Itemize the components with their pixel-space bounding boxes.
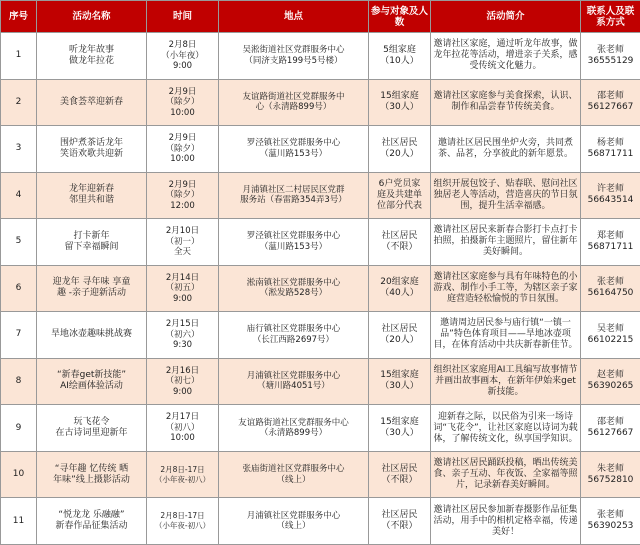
activity-intro-cell: 邀请周边居民参与庙行镇“一镇一品”特色体育项目——旱地冰壶项目，在体育活动中共庆新春新佳节。 bbox=[431, 312, 581, 359]
contact-cell bbox=[581, 498, 640, 545]
participants-line: （20人） bbox=[380, 148, 419, 159]
activity-intro-cell: 邀请社区家庭参与具有年味特色的小游戏、制作小手工等，为辖区亲子家庭营造轻松愉悦的节日氛围。 bbox=[431, 265, 581, 312]
activity-place-cell bbox=[219, 172, 369, 219]
header-row bbox=[1, 1, 640, 33]
row-number-cell: 11 bbox=[1, 498, 37, 545]
activity-place-cell bbox=[219, 405, 369, 452]
activity-name-cell bbox=[37, 312, 147, 359]
contact-line: 36555129 bbox=[587, 55, 634, 66]
activity-place-line: 服务站（春雷路354弄3号） bbox=[240, 195, 347, 206]
activity-time-line: 9:00 bbox=[172, 61, 193, 72]
activity-time-line: 2月8日-17日 bbox=[160, 464, 205, 474]
participants-line: （不限） bbox=[381, 241, 418, 252]
table-row bbox=[1, 358, 640, 405]
contact-line: 张老师 bbox=[596, 44, 624, 55]
contact-line: 56752810 bbox=[587, 474, 634, 485]
contact-cell bbox=[581, 219, 640, 266]
contact-line: 56127667 bbox=[587, 428, 634, 439]
activity-time-line: 2月9日 bbox=[168, 86, 197, 97]
contact-line: 56164750 bbox=[587, 288, 634, 299]
participants-line: 社区居民 bbox=[381, 137, 418, 148]
activity-time-line: 10:00 bbox=[170, 154, 195, 165]
participants-line: 15组家庭 bbox=[380, 91, 419, 102]
participants-line: 社区居民 bbox=[381, 510, 418, 521]
activity-place-cell bbox=[219, 219, 369, 266]
table-row bbox=[1, 172, 640, 219]
contact-line: 吴老师 bbox=[596, 323, 624, 334]
table-row bbox=[1, 405, 640, 452]
activity-place-cell bbox=[219, 498, 369, 545]
contact-line: 朱老师 bbox=[596, 463, 624, 474]
activity-name-line: 年味”线上摄影活动 bbox=[53, 474, 130, 485]
activity-time-line: 2月9日 bbox=[168, 133, 197, 144]
header-intro: 活动简介 bbox=[431, 1, 581, 33]
row-number-cell: 9 bbox=[1, 405, 37, 452]
activity-time-cell bbox=[147, 33, 219, 80]
activity-time-cell bbox=[147, 498, 219, 545]
activity-time-line: 全天 bbox=[173, 247, 191, 258]
activity-name-line: “寻年趣 忆传统 晒 bbox=[54, 463, 129, 474]
activity-name-cell bbox=[37, 498, 147, 545]
activity-place-cell bbox=[219, 451, 369, 498]
activity-place-line: （淞发路528号） bbox=[259, 288, 328, 299]
row-number-cell: 10 bbox=[1, 451, 37, 498]
activity-time-line: （除夕） bbox=[165, 190, 200, 201]
activity-time-line: 2月10日 bbox=[165, 226, 200, 237]
activity-intro-cell: 邀请社区居民参加新春摄影作品征集活动，用手中的相机定格幸福，传递美好！ bbox=[431, 498, 581, 545]
contact-cell bbox=[581, 33, 640, 80]
activity-place-line: 友谊路街道社区党群服务中心 bbox=[238, 417, 349, 428]
activity-place-cell bbox=[219, 126, 369, 173]
activity-time-cell bbox=[147, 405, 219, 452]
contact-cell bbox=[581, 451, 640, 498]
table-row bbox=[1, 126, 640, 173]
contact-cell bbox=[581, 312, 640, 359]
participants-line: （10人） bbox=[380, 55, 419, 66]
contact-cell bbox=[581, 172, 640, 219]
activity-place-cell bbox=[219, 358, 369, 405]
activity-name-line: 美食荟萃迎新春 bbox=[59, 96, 123, 107]
activity-time-line: 9:00 bbox=[172, 293, 193, 304]
header-name: 活动名称 bbox=[37, 1, 147, 33]
contact-line: 许老师 bbox=[596, 184, 624, 195]
row-number-cell: 3 bbox=[1, 126, 37, 173]
activity-time-cell bbox=[147, 312, 219, 359]
activity-time-line: （小年夜-初八） bbox=[154, 474, 211, 484]
activity-time-cell bbox=[147, 172, 219, 219]
activity-time-line: 2月8日-17日 bbox=[160, 511, 205, 521]
participants-cell bbox=[369, 498, 431, 545]
activity-name-line: 打卡新年 bbox=[73, 230, 110, 241]
participants-cell bbox=[369, 79, 431, 126]
row-number-cell: 8 bbox=[1, 358, 37, 405]
contact-line: 杨老师 bbox=[596, 137, 624, 148]
participants-line: （40人） bbox=[380, 288, 419, 299]
contact-line: 张老师 bbox=[596, 277, 624, 288]
activity-name-line: 迎龙年 寻年味 享童 bbox=[52, 277, 131, 288]
table-row bbox=[1, 265, 640, 312]
row-number-cell: 5 bbox=[1, 219, 37, 266]
header-place: 地点 bbox=[219, 1, 369, 33]
contact-line: 56643514 bbox=[587, 195, 634, 206]
activity-place-line: 淞南镇社区党群服务中心 bbox=[246, 277, 341, 288]
row-number-cell: 4 bbox=[1, 172, 37, 219]
contact-cell bbox=[581, 358, 640, 405]
activity-name-cell bbox=[37, 172, 147, 219]
activity-intro-cell: 迎新春之际，以民俗为引来一场诗词“飞花令”，让社区家庭以诗词为载体，了解传统文化，纵享国学知识。 bbox=[431, 405, 581, 452]
activity-time-cell bbox=[147, 79, 219, 126]
activity-time-cell bbox=[147, 265, 219, 312]
activity-name-cell bbox=[37, 79, 147, 126]
activity-name-line: 笑语欢歌共迎新 bbox=[59, 148, 123, 159]
row-number-cell: 1 bbox=[1, 33, 37, 80]
activity-intro-cell: 邀请社区居民来新春合影打卡点打卡拍照，拍摄新年主题照片，留住新年美好瞬间。 bbox=[431, 219, 581, 266]
contact-line: 邵老师 bbox=[596, 91, 624, 102]
participants-line: 5组家庭 bbox=[383, 44, 416, 55]
activity-name-cell bbox=[37, 405, 147, 452]
participants-line: （30人） bbox=[380, 428, 419, 439]
activity-place-line: 月浦镇社区党群服务中心 bbox=[246, 370, 341, 381]
activity-time-line: 2月16日 bbox=[165, 365, 200, 376]
participants-cell bbox=[369, 219, 431, 266]
activity-place-line: （蕰川路153号） bbox=[259, 241, 328, 252]
activity-place-line: 月浦镇社区二村居民区党群 bbox=[242, 184, 345, 195]
contact-cell bbox=[581, 405, 640, 452]
activity-time-line: （初五） bbox=[165, 283, 200, 294]
participants-line: 位部分代表 bbox=[376, 200, 422, 211]
activity-time-line: （初七） bbox=[165, 376, 200, 387]
activity-time-line: 2月15日 bbox=[165, 319, 200, 330]
activity-name-line: 玩飞花令 bbox=[73, 417, 110, 428]
activity-time-line: （小年夜） bbox=[161, 50, 204, 61]
participants-line: 社区居民 bbox=[381, 463, 418, 474]
activity-time-line: 10:00 bbox=[170, 107, 195, 118]
activity-place-cell bbox=[219, 312, 369, 359]
row-number-cell: 2 bbox=[1, 79, 37, 126]
participants-line: 20组家庭 bbox=[380, 277, 419, 288]
activity-time-line: 2月14日 bbox=[165, 272, 200, 283]
participants-cell bbox=[369, 358, 431, 405]
activity-place-line: （永清路899号） bbox=[259, 428, 328, 439]
activity-intro-cell: 邀请社区居民围坐炉火旁，共同煮茶、品茗，分享彼此的新年愿景。 bbox=[431, 126, 581, 173]
activity-name-line: “新春get新技能” bbox=[56, 370, 127, 381]
activity-place-line: （同济支路199号5号楼） bbox=[244, 55, 343, 66]
table-row bbox=[1, 451, 640, 498]
activity-name-line: 围炉煮茶话龙年 bbox=[59, 137, 123, 148]
activity-place-line: 吴淞街道社区党群服务中心 bbox=[242, 45, 345, 56]
header-time: 时间 bbox=[147, 1, 219, 33]
activity-name-line: 留下幸福瞬间 bbox=[64, 241, 119, 252]
participants-cell bbox=[369, 265, 431, 312]
activity-place-cell bbox=[219, 265, 369, 312]
participants-line: 15组家庭 bbox=[380, 370, 419, 381]
header-no: 序号 bbox=[1, 1, 37, 33]
activity-place-line: （塘川路4051号） bbox=[257, 381, 330, 392]
contact-cell bbox=[581, 126, 640, 173]
participants-line: 6户党员家 bbox=[378, 178, 421, 189]
participants-cell bbox=[369, 405, 431, 452]
activity-time-cell bbox=[147, 126, 219, 173]
contact-line: 56127667 bbox=[587, 102, 634, 113]
activity-name-cell bbox=[37, 451, 147, 498]
activity-time-line: （除夕） bbox=[165, 143, 200, 154]
activity-place-cell bbox=[219, 79, 369, 126]
contact-line: 66102215 bbox=[587, 334, 634, 345]
activity-name-line: “悦龙龙 乐融融” bbox=[58, 510, 125, 521]
activity-place-line: 友谊路街道社区党群服务中 bbox=[242, 91, 345, 102]
contact-line: 郑老师 bbox=[596, 230, 624, 241]
activity-intro-cell: 邀请社区家庭，通过听龙年故事，做龙年拉花等活动，增进亲子关系，感受传统文化魅力。 bbox=[431, 33, 581, 80]
activity-name-line: 新春作品征集活动 bbox=[55, 521, 128, 532]
table-body bbox=[1, 33, 640, 545]
activity-name-line: 在古诗词里迎新年 bbox=[55, 428, 128, 439]
activity-name-line: 旱地冰壶趣味挑战赛 bbox=[50, 329, 132, 340]
contact-line: 赵老师 bbox=[596, 370, 624, 381]
header-target: 参与对象及人数 bbox=[369, 1, 431, 33]
activity-intro-cell: 组织社区家庭用AI工具编写故事情节并画出故事画本，在新年伊始来get新技能。 bbox=[431, 358, 581, 405]
activity-time-line: 2月17日 bbox=[165, 412, 200, 423]
activity-place-line: （线上） bbox=[276, 521, 311, 532]
activity-place-line: （长江西路2697号） bbox=[252, 334, 335, 345]
activity-time-cell bbox=[147, 219, 219, 266]
activity-time-line: 12:00 bbox=[170, 200, 195, 211]
table-row bbox=[1, 312, 640, 359]
row-number-cell: 7 bbox=[1, 312, 37, 359]
row-number-cell: 6 bbox=[1, 265, 37, 312]
activity-time-line: （初一） bbox=[165, 236, 200, 247]
contact-cell bbox=[581, 265, 640, 312]
contact-cell bbox=[581, 79, 640, 126]
participants-line: （20人） bbox=[380, 334, 419, 345]
table-row bbox=[1, 79, 640, 126]
activity-time-line: （除夕） bbox=[165, 97, 200, 108]
activity-time-line: （初六） bbox=[165, 329, 200, 340]
activity-time-line: 9:00 bbox=[172, 386, 193, 397]
activity-name-line: 邻里共和谐 bbox=[68, 195, 114, 206]
activity-name-cell bbox=[37, 126, 147, 173]
activity-intro-cell: 邀请社区家庭参与美食探索，认识、制作和品尝春节传统美食。 bbox=[431, 79, 581, 126]
activity-name-line: 做龙年拉花 bbox=[68, 55, 114, 66]
activity-time-cell bbox=[147, 451, 219, 498]
participants-cell bbox=[369, 451, 431, 498]
activity-place-line: 月浦镇社区党群服务中心 bbox=[246, 510, 341, 521]
activity-intro-cell: 邀请社区居民踊跃投稿，晒出传统美食、亲子互动、年夜饭、全家福等照片，记录新春美好瞬间。 bbox=[431, 451, 581, 498]
activity-place-line: （线上） bbox=[276, 474, 311, 485]
activity-time-line: 2月8日 bbox=[168, 40, 197, 51]
contact-line: 邵老师 bbox=[596, 417, 624, 428]
participants-cell bbox=[369, 126, 431, 173]
participants-line: 15组家庭 bbox=[380, 417, 419, 428]
contact-line: 56871711 bbox=[587, 148, 634, 159]
activity-place-line: 庙行镇社区党群服务中心 bbox=[246, 324, 341, 335]
table-row bbox=[1, 498, 640, 545]
participants-line: （不限） bbox=[381, 521, 418, 532]
activity-place-line: 张庙街道社区党群服务中心 bbox=[242, 464, 345, 475]
activity-place-line: （蕰川路153号） bbox=[259, 148, 328, 159]
activity-time-line: 9:30 bbox=[172, 340, 193, 351]
activity-time-line: 10:00 bbox=[170, 433, 195, 444]
activity-time-line: （初八） bbox=[165, 422, 200, 433]
participants-cell bbox=[369, 172, 431, 219]
participants-cell bbox=[369, 312, 431, 359]
participants-line: 庭及共建单 bbox=[376, 189, 422, 200]
activity-time-line: 2月9日 bbox=[168, 179, 197, 190]
activity-place-line: 罗泾镇社区党群服务中心 bbox=[246, 231, 341, 242]
contact-line: 张老师 bbox=[596, 510, 624, 521]
activity-name-cell bbox=[37, 219, 147, 266]
participants-line: （30人） bbox=[380, 102, 419, 113]
activity-intro-cell: 组织开展包饺子、贴春联、慰问社区独居老人等活动，营造喜庆的节日氛围，提升生活幸福感。 bbox=[431, 172, 581, 219]
participants-line: （30人） bbox=[380, 381, 419, 392]
table-row bbox=[1, 33, 640, 80]
contact-line: 56390265 bbox=[587, 381, 634, 392]
activity-name-line: 听龙年故事 bbox=[68, 44, 114, 55]
activity-place-line: 心（永清路899号） bbox=[255, 102, 332, 113]
contact-line: 56871711 bbox=[587, 241, 634, 252]
header-contact: 联系人及联系方式 bbox=[581, 1, 640, 33]
contact-line: 56390253 bbox=[587, 521, 634, 532]
activity-name-cell bbox=[37, 265, 147, 312]
activity-time-line: （小年夜-初八） bbox=[154, 521, 211, 531]
activity-name-line: 龙年迎新春 bbox=[68, 184, 114, 195]
activity-name-line: AI绘画体验活动 bbox=[60, 381, 123, 392]
participants-cell bbox=[369, 33, 431, 80]
participants-line: 社区居民 bbox=[381, 230, 418, 241]
activity-name-cell bbox=[37, 33, 147, 80]
activity-name-line: 趣 -亲子迎新活动 bbox=[56, 288, 127, 299]
activity-name-cell bbox=[37, 358, 147, 405]
activity-place-cell bbox=[219, 33, 369, 80]
activity-place-line: 罗泾镇社区党群服务中心 bbox=[246, 138, 341, 149]
activity-time-cell bbox=[147, 358, 219, 405]
participants-line: （不限） bbox=[381, 474, 418, 485]
table-row bbox=[1, 219, 640, 266]
participants-line: 社区居民 bbox=[381, 323, 418, 334]
